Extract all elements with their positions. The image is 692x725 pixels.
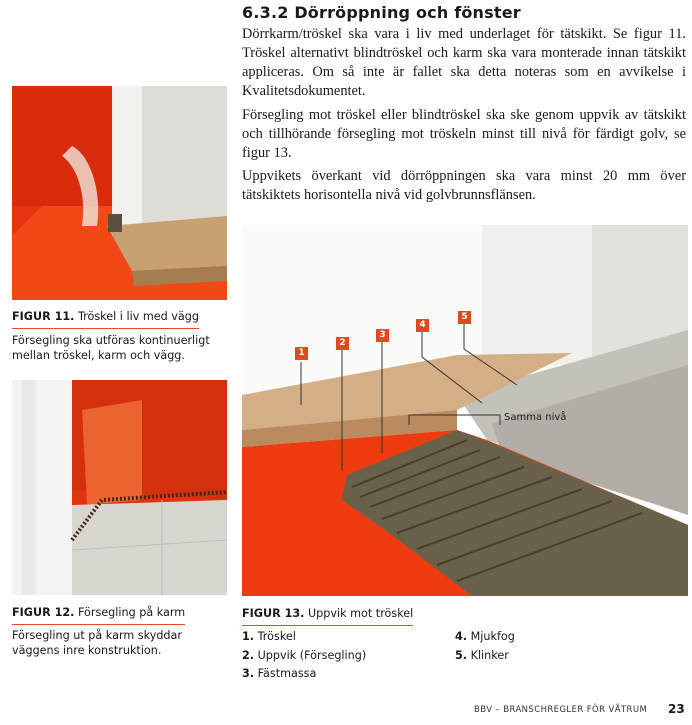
figure-13-title-text: Uppvik mot tröskel: [307, 607, 414, 620]
legend-item-1: 1. Tröskel: [242, 630, 296, 643]
figure-11-image: [12, 86, 227, 300]
legend-item-4: 4. Mjukfog: [455, 630, 515, 643]
running-title: BBV – BRANSCHREGLER FÖR VÅTRUM: [474, 705, 648, 715]
callout-same-level: Samma nivå: [504, 412, 567, 423]
figure-11-caption: Försegling ska utföras kontinuerligt mellan tröskel, karm och vägg.: [12, 334, 210, 362]
paragraph-1: Dörrkarm/tröskel ska vara i liv med underlaget för tätskikt. Se figur 11. Tröskel alternativt blindtröskel och karm ska vara monterade innan tätskikt appliceras. Om så inte är fallet ska detta noteras som en avvikelse i Kvalitetsdokumentet.: [242, 26, 686, 99]
figure-13-image: [242, 225, 688, 596]
section-heading: 6.3.2 Dörröppning och fönster: [242, 3, 521, 22]
figure-12-label: FIGUR 12.: [12, 606, 75, 619]
figure-11-title-text: Tröskel i liv med vägg: [77, 310, 199, 323]
tag-2: 2: [336, 337, 349, 350]
legend-item-5: 5. Klinker: [455, 649, 509, 662]
legend-item-3: 3. Fästmassa: [242, 667, 317, 680]
tag-5: 5: [458, 311, 471, 324]
figure-12-caption: Försegling ut på karm skyddar väggens inre konstruktion.: [12, 629, 182, 657]
figure-13-label: FIGUR 13.: [242, 607, 305, 620]
tag-3: 3: [376, 329, 389, 342]
tag-1: 1: [295, 347, 308, 360]
figure-11-label: FIGUR 11.: [12, 310, 75, 323]
tag-4: 4: [416, 319, 429, 332]
figure-12-title: [12, 605, 185, 625]
paragraph-3: Uppvikets överkant vid dörröppningen ska vara minst 20 mm över tätskiktets horisontella nivå vid golvbrunnsflänsen.: [242, 168, 686, 203]
figure-12-image: [12, 380, 227, 595]
paragraph-2: Försegling mot tröskel eller blindtröskel ska ske genom uppvik av tätskikt och tillhörande försegling mot tröskeln minst till nivå för färdigt golv, se figur 13.: [242, 107, 686, 161]
legend-item-2: 2. Uppvik (Försegling): [242, 649, 367, 662]
figure-12-title-text: Försegling på karm: [77, 606, 186, 619]
figure-13-title: [242, 606, 413, 626]
figure-11-title: [12, 309, 199, 329]
page-number: 23: [668, 702, 685, 716]
